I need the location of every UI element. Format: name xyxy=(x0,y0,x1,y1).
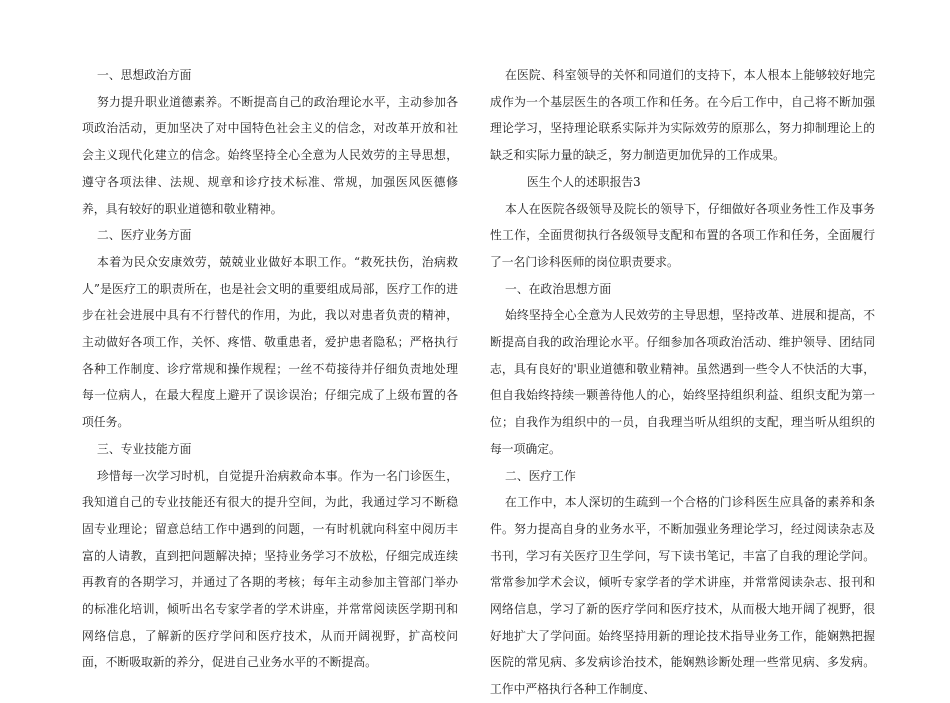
report-title: 医生个人的述职报告3 xyxy=(527,174,641,189)
section-heading: 二、医疗业务方面 xyxy=(97,228,192,243)
section-heading: 一、思想政治方面 xyxy=(97,68,192,82)
section-heading: 三、专业技能方面 xyxy=(97,441,192,456)
paragraph: 在工作中，本人深切的生疏到一个合格的门诊科医生应具备的素养和条件。努力提高自身的业务水平，不断加强业务理论学习，经过阅读杂志及书刊，学习有关医疗卫生学问，写下读书笔记，丰富了自我的理论学问。常常参加学术会议，倾听专家学者的学术讲座，并常常阅读杂志、报刊和网络信息，学习了新的医疗学问和医疗技术，从而极大地开阔了视野，很好地扩大了学问面。始终坚持用新的理论技术指导业务工作，能娴熟把握医院的常见病、多发病诊治技术，能娴熟诊断处理一些常见病、多发病。工作中严格执行各种工作制度、 xyxy=(490,495,875,697)
paragraph: 本着为民众安康效劳，兢兢业业做好本职工作。“救死扶伤，治病救人”是医疗工的职责所在，也是社会文明的重要组成局部，医疗工作的进步在社会进展中具有不行替代的作用，为此，我以对患者负责的精神，主动做好各项工作，关怀、疼惜、敬重患者，爱护患者隐私；严格执行各种工作制度、诊疗常规和操作规程；一丝不苟接待并仔细负责地处理每一位病人，在最大程度上避开了误诊误治；仔细完成了上级布置的各项任务。 xyxy=(82,254,458,430)
paragraph: 在医院、科室领导的关怀和同道们的支持下，本人根本上能够较好地完成作为一个基层医生的各项工作和任务。在今后工作中，自己将不断加强理论学习，坚持理论联系实际并为实际效劳的原那么，努力抑制理论上的缺乏和实际力量的缺乏，努力制造更加优异的工作成果。 xyxy=(490,68,875,163)
paragraph: 珍惜每一次学习时机，自觉提升治病救命本事。作为一名门诊医生，我知道自己的专业技能还有很大的提升空间，为此，我通过学习不断稳固专业理论；留意总结工作中遇到的问题，一有时机就向科室中阅历丰富的人请教，直到把问题解决掉；坚持业务学习不放松，仔细完成连续再教育的各期学习，并通过了各期的考核；每年主动参加主管部门举办的标准化培训，倾听出名专家学者的学术讲座，并常常阅读医学期刊和网络信息，了解新的医疗学问和医疗技术，从而开阔视野，扩高校问面，不断吸取新的养分，促进自己业务水平的不断提高。 xyxy=(82,468,458,670)
paragraph: 本人在医院各级领导及院长的领导下，仔细做好各项业务性工作及事务性工作，全面贯彻执行各级领导支配和布置的各项工作和任务，全面履行了一名门诊科医师的岗位职责要求。 xyxy=(490,201,875,269)
left-column xyxy=(82,62,458,676)
section-heading: 二、医疗工作 xyxy=(505,468,576,483)
section-heading: 一、在政治思想方面 xyxy=(505,281,612,296)
right-column xyxy=(490,62,875,703)
paragraph: 努力提升职业道德素养。不断提高自己的政治理论水平，主动参加各项政治活动，更加坚决了对中国特色社会主义的信念，对改革开放和社会主义现代化建立的信念。始终坚持全心全意为人民效劳的主导思想，遵守各项法律、法规、规章和诊疗技术标准、常规，加强医风医德修养，具有较好的职业道德和敬业精神。 xyxy=(82,94,458,216)
paragraph: 始终坚持全心全意为人民效劳的主导思想，坚持改革、进展和提高，不断提高自我的政治理论水平。仔细参加各项政治活动、维护领导、团结同志，具有良好的'职业道德和敬业精神。虽然遇到一些令人不快活的大事，但自我始终持续一颗善待他人的心，始终坚持组织利益、组织支配为第一位；自我作为组织中的一员，自我理当听从组织的支配，理当听从组织的每一项确定。 xyxy=(490,308,875,456)
